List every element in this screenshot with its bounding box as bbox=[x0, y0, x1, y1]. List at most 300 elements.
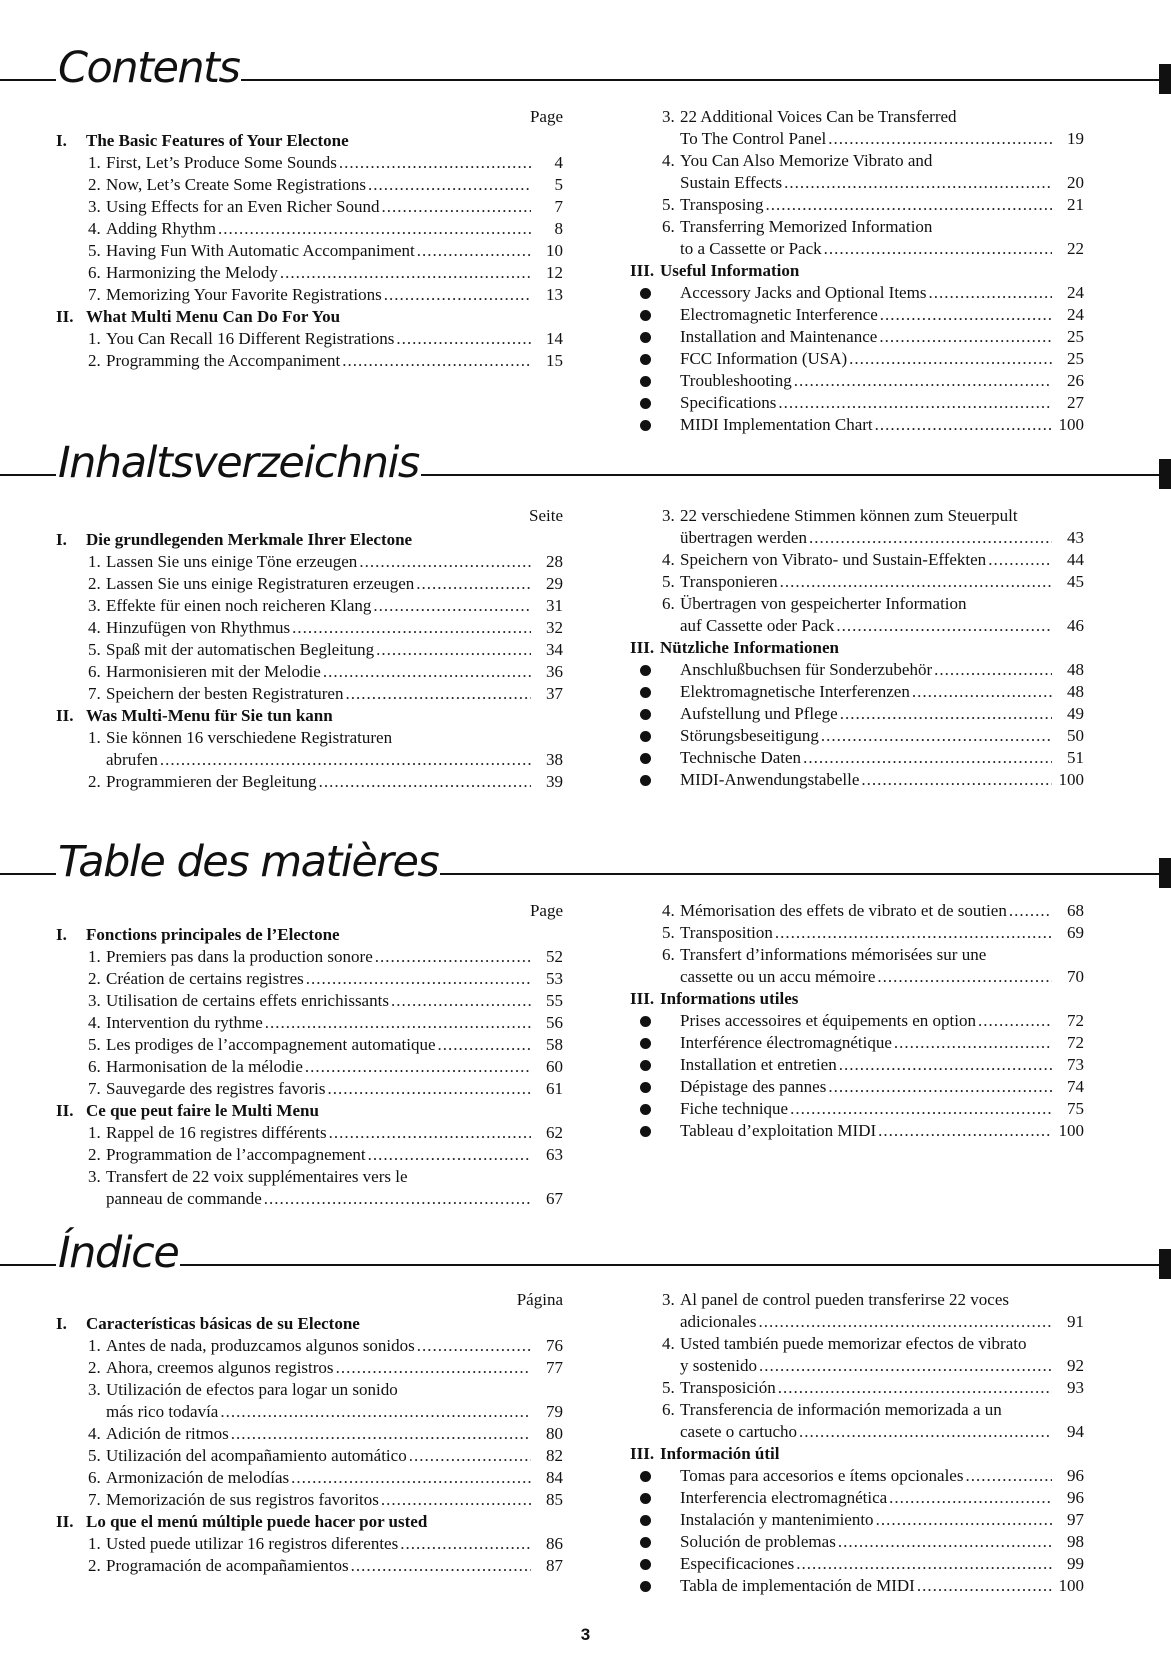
section-title: Inhaltsverzeichnis bbox=[58, 438, 419, 488]
entry-page-number: 86 bbox=[546, 1534, 563, 1553]
entry-number: 1. bbox=[88, 1336, 101, 1355]
toc-section-heading bbox=[56, 306, 563, 328]
entry-text: MIDI Implementation Chart bbox=[680, 415, 873, 434]
entry-text: Using Effects for an Even Richer Sound bbox=[106, 197, 380, 216]
toc-right-column bbox=[630, 106, 1084, 436]
toc-entry bbox=[56, 1489, 563, 1511]
entry-page-number: 56 bbox=[546, 1013, 563, 1032]
entry-page-number: 100 bbox=[1058, 1576, 1084, 1595]
entry-text: übertragen werden bbox=[680, 528, 807, 547]
entry-text: You Can Recall 16 Different Registrations bbox=[106, 329, 395, 348]
dot-leader bbox=[409, 1445, 531, 1467]
page-column-heading: Página bbox=[516, 1290, 563, 1309]
entry-leader bbox=[680, 1032, 1084, 1054]
entry-leader bbox=[106, 218, 563, 240]
entry-page-number: 77 bbox=[546, 1358, 563, 1377]
toc-entry-line bbox=[630, 216, 1084, 238]
entry-text: Prises accessoires et équipements en option bbox=[680, 1011, 977, 1030]
dot-leader bbox=[790, 1098, 1052, 1120]
entry-text: abrufen bbox=[106, 750, 158, 769]
header-tab-marker bbox=[1159, 459, 1171, 489]
entry-text: Harmonisieren mit der Melodie bbox=[106, 662, 321, 681]
entry-page-number: 97 bbox=[1067, 1510, 1084, 1529]
entry-page-number: 38 bbox=[546, 750, 563, 769]
dot-leader bbox=[879, 326, 1052, 348]
toc-entry bbox=[56, 1144, 563, 1166]
toc-entry bbox=[56, 328, 563, 350]
entry-text: cassette ou un accu mémoire bbox=[680, 967, 876, 986]
entry-leader bbox=[680, 392, 1084, 414]
entry-text: Interférence électromagnétique bbox=[680, 1033, 892, 1052]
entry-leader bbox=[680, 747, 1084, 769]
entry-page-number: 44 bbox=[1067, 550, 1084, 569]
heading-text: Características básicas de su Electone bbox=[86, 1314, 360, 1333]
entry-page-number: 31 bbox=[546, 596, 563, 615]
entry-page-number: 55 bbox=[546, 991, 563, 1010]
entry-number: 3. bbox=[662, 1290, 675, 1309]
dot-leader bbox=[342, 350, 531, 372]
toc-bullet-entry bbox=[630, 747, 1084, 769]
toc-entry bbox=[56, 683, 563, 705]
entry-text: Mémorisation des effets de vibrato et de soutien bbox=[680, 901, 1007, 920]
dot-leader bbox=[292, 617, 531, 639]
entry-text: Intervention du rythme bbox=[106, 1013, 263, 1032]
entry-page-number: 67 bbox=[546, 1189, 563, 1208]
toc-entry-continuation bbox=[630, 615, 1084, 637]
toc-entry-continuation bbox=[56, 749, 563, 771]
entry-page-number: 96 bbox=[1067, 1466, 1084, 1485]
roman-numeral: III. bbox=[630, 638, 655, 657]
entry-text: auf Cassette oder Pack bbox=[680, 616, 835, 635]
entry-text: Spaß mit der automatischen Begleitung bbox=[106, 640, 375, 659]
dot-leader bbox=[880, 304, 1052, 326]
entry-page-number: 50 bbox=[1067, 726, 1084, 745]
entry-text: Transponieren bbox=[680, 572, 778, 591]
entry-page-number: 45 bbox=[1067, 572, 1084, 591]
dot-leader bbox=[878, 1120, 1052, 1142]
entry-page-number: 46 bbox=[1067, 616, 1084, 635]
entry-number: 5. bbox=[662, 923, 675, 942]
roman-numeral: I. bbox=[56, 1314, 67, 1333]
entry-leader bbox=[680, 1553, 1084, 1575]
entry-page-number: 14 bbox=[546, 329, 563, 348]
entry-number: 1. bbox=[88, 153, 101, 172]
entry-leader bbox=[106, 661, 563, 683]
entry-number: 5. bbox=[662, 572, 675, 591]
entry-text: Lassen Sie uns einige Töne erzeugen bbox=[106, 552, 358, 571]
entry-leader bbox=[680, 769, 1084, 791]
toc-entry bbox=[56, 1034, 563, 1056]
entry-number: 3. bbox=[88, 596, 101, 615]
entry-leader bbox=[680, 1311, 1084, 1333]
dot-leader bbox=[928, 282, 1052, 304]
entry-leader bbox=[680, 1054, 1084, 1076]
toc-entry-line bbox=[56, 1379, 563, 1401]
entry-leader bbox=[106, 196, 563, 218]
toc-entry bbox=[56, 573, 563, 595]
toc-bullet-entry bbox=[630, 1010, 1084, 1032]
heading-text: Lo que el menú múltiple puede hacer por usted bbox=[86, 1512, 428, 1531]
entry-leader bbox=[106, 595, 563, 617]
page-column-heading: Seite bbox=[529, 506, 563, 525]
dot-leader bbox=[894, 1032, 1052, 1054]
dot-leader bbox=[351, 1555, 531, 1577]
toc-section-heading bbox=[630, 260, 1084, 282]
entry-text: Usted puede utilizar 16 registros diferentes bbox=[106, 1534, 399, 1553]
bullet-icon bbox=[640, 775, 651, 786]
bullet-icon bbox=[640, 1559, 651, 1570]
entry-number: 2. bbox=[88, 969, 101, 988]
entry-text: Accessory Jacks and Optional Items bbox=[680, 283, 927, 302]
entry-number: 6. bbox=[88, 263, 101, 282]
toc-bullet-entry bbox=[630, 1120, 1084, 1142]
entry-page-number: 20 bbox=[1067, 173, 1084, 192]
entry-page-number: 13 bbox=[546, 285, 563, 304]
entry-leader bbox=[680, 194, 1084, 216]
toc-left-column bbox=[56, 505, 563, 793]
entry-text: más rico todavía bbox=[106, 1402, 219, 1421]
entry-page-number: 99 bbox=[1067, 1554, 1084, 1573]
entry-text: Störungsbeseitigung bbox=[680, 726, 819, 745]
entry-text: Programming the Accompaniment bbox=[106, 351, 341, 370]
toc-entry bbox=[56, 240, 563, 262]
entry-number: 2. bbox=[88, 772, 101, 791]
toc-entry bbox=[56, 1555, 563, 1577]
dot-leader bbox=[280, 262, 531, 284]
dot-leader bbox=[382, 196, 531, 218]
heading-text: Ce que peut faire le Multi Menu bbox=[86, 1101, 319, 1120]
dot-leader bbox=[384, 284, 531, 306]
toc-bullet-entry bbox=[630, 1054, 1084, 1076]
entry-number: 6. bbox=[662, 594, 675, 613]
toc-entry bbox=[56, 262, 563, 284]
entry-text: Transfert d’informations mémorisées sur une bbox=[680, 945, 987, 964]
entry-number: 4. bbox=[88, 1424, 101, 1443]
entry-text: Transferring Memorized Information bbox=[680, 217, 933, 236]
toc-entry bbox=[56, 771, 563, 793]
entry-leader bbox=[680, 238, 1084, 260]
roman-numeral: II. bbox=[56, 1512, 74, 1531]
dot-leader bbox=[345, 683, 531, 705]
entry-text: MIDI-Anwendungstabelle bbox=[680, 770, 860, 789]
entry-page-number: 32 bbox=[546, 618, 563, 637]
header-rule bbox=[421, 474, 1159, 476]
entry-page-number: 26 bbox=[1067, 371, 1084, 390]
entry-leader bbox=[106, 683, 563, 705]
toc-entry bbox=[56, 1056, 563, 1078]
dot-leader bbox=[323, 661, 531, 683]
toc-entry bbox=[56, 1467, 563, 1489]
entry-text: Solución de problemas bbox=[680, 1532, 836, 1551]
entry-number: 5. bbox=[662, 1378, 675, 1397]
toc-section-heading bbox=[56, 705, 563, 727]
entry-number: 6. bbox=[88, 1057, 101, 1076]
entry-text: Utilisation de certains effets enrichissants bbox=[106, 991, 389, 1010]
entry-text: Antes de nada, produzcamos algunos sonidos bbox=[106, 1336, 415, 1355]
toc-entry-continuation bbox=[630, 172, 1084, 194]
toc-entry bbox=[56, 1122, 563, 1144]
entry-number: 2. bbox=[88, 351, 101, 370]
bullet-icon bbox=[640, 1082, 651, 1093]
header-lead-rule bbox=[0, 1264, 56, 1266]
toc-entry bbox=[56, 946, 563, 968]
entry-number: 4. bbox=[662, 151, 675, 170]
entry-number: 3. bbox=[88, 991, 101, 1010]
dot-leader bbox=[877, 966, 1052, 988]
entry-text: Ahora, creemos algunos registros bbox=[106, 1358, 334, 1377]
dot-leader bbox=[917, 1575, 1052, 1597]
dot-leader bbox=[861, 769, 1052, 791]
toc-bullet-entry bbox=[630, 282, 1084, 304]
dot-leader bbox=[291, 1467, 531, 1489]
toc-entry bbox=[630, 549, 1084, 571]
entry-leader bbox=[680, 571, 1084, 593]
entry-text: Specifications bbox=[680, 393, 777, 412]
entry-text: Transposition bbox=[680, 923, 773, 942]
roman-numeral: I. bbox=[56, 131, 67, 150]
entry-number: 2. bbox=[88, 1358, 101, 1377]
entry-leader bbox=[680, 1010, 1084, 1032]
bullet-icon bbox=[640, 420, 651, 431]
entry-leader bbox=[106, 328, 563, 350]
toc-entry bbox=[56, 1012, 563, 1034]
entry-leader bbox=[106, 617, 563, 639]
entry-text: Elektromagnetische Interferenzen bbox=[680, 682, 910, 701]
entry-text: Hinzufügen von Rhythmus bbox=[106, 618, 291, 637]
entry-leader bbox=[680, 1120, 1084, 1142]
toc-entry bbox=[56, 1335, 563, 1357]
entry-page-number: 69 bbox=[1067, 923, 1084, 942]
toc-entry bbox=[630, 571, 1084, 593]
entry-text: Now, Let’s Create Some Registrations bbox=[106, 175, 366, 194]
header-rule bbox=[180, 1264, 1159, 1266]
toc-entry bbox=[56, 218, 563, 240]
section-title: Table des matières bbox=[58, 837, 439, 887]
roman-numeral: I. bbox=[56, 925, 67, 944]
toc-bullet-entry bbox=[630, 1098, 1084, 1120]
entry-leader bbox=[680, 304, 1084, 326]
entry-leader bbox=[106, 771, 563, 793]
entry-leader bbox=[680, 1531, 1084, 1553]
dot-leader bbox=[375, 946, 531, 968]
entry-number: 3. bbox=[88, 197, 101, 216]
entry-text: Memorizing Your Favorite Registrations bbox=[106, 285, 382, 304]
toc-entry bbox=[630, 194, 1084, 216]
entry-text: Création de certains registres bbox=[106, 969, 304, 988]
entry-text: Technische Daten bbox=[680, 748, 802, 767]
entry-leader bbox=[680, 1575, 1084, 1597]
toc-section-heading bbox=[56, 924, 563, 946]
section-header bbox=[0, 1227, 1171, 1287]
entry-leader bbox=[106, 350, 563, 372]
entry-leader bbox=[106, 749, 563, 771]
entry-leader bbox=[680, 1355, 1084, 1377]
dot-leader bbox=[840, 703, 1052, 725]
dot-leader bbox=[306, 968, 531, 990]
entry-page-number: 39 bbox=[546, 772, 563, 791]
toc-entry-continuation bbox=[630, 1421, 1084, 1443]
dot-leader bbox=[988, 549, 1052, 571]
toc-right-column bbox=[630, 505, 1084, 791]
dot-leader bbox=[794, 370, 1052, 392]
dot-leader bbox=[824, 238, 1052, 260]
toc-section-heading bbox=[56, 130, 563, 152]
entry-number: 3. bbox=[662, 506, 675, 525]
entry-number: 1. bbox=[88, 947, 101, 966]
entry-number: 7. bbox=[88, 1079, 101, 1098]
entry-text: panneau de commande bbox=[106, 1189, 262, 1208]
dot-leader bbox=[912, 681, 1052, 703]
entry-text: Effekte für einen noch reicheren Klang bbox=[106, 596, 372, 615]
entry-text: Rappel de 16 registres différents bbox=[106, 1123, 327, 1142]
toc-section-heading bbox=[56, 1100, 563, 1122]
dot-leader bbox=[438, 1034, 532, 1056]
entry-leader bbox=[680, 128, 1084, 150]
dot-leader bbox=[381, 1489, 531, 1511]
entry-number: 6. bbox=[662, 217, 675, 236]
entry-page-number: 94 bbox=[1067, 1422, 1084, 1441]
dot-leader bbox=[775, 922, 1052, 944]
dot-leader bbox=[417, 1335, 531, 1357]
entry-leader bbox=[106, 573, 563, 595]
entry-page-number: 72 bbox=[1067, 1033, 1084, 1052]
entry-page-number: 21 bbox=[1067, 195, 1084, 214]
roman-numeral: II. bbox=[56, 706, 74, 725]
entry-page-number: 51 bbox=[1067, 748, 1084, 767]
entry-text: Speichern der besten Registraturen bbox=[106, 684, 344, 703]
header-tab-marker bbox=[1159, 858, 1171, 888]
entry-number: 1. bbox=[88, 329, 101, 348]
entry-page-number: 100 bbox=[1058, 1121, 1084, 1140]
entry-page-number: 8 bbox=[554, 219, 563, 238]
entry-leader bbox=[106, 1122, 563, 1144]
entry-text: Transposing bbox=[680, 195, 764, 214]
toc-bullet-entry bbox=[630, 659, 1084, 681]
dot-leader bbox=[319, 771, 531, 793]
heading-text: Die grundlegenden Merkmale Ihrer Electone bbox=[86, 530, 413, 549]
bullet-icon bbox=[640, 1471, 651, 1482]
entry-number: 6. bbox=[662, 1400, 675, 1419]
entry-leader bbox=[106, 1034, 563, 1056]
entry-text: Anschlußbuchsen für Sonderzubehör bbox=[680, 660, 933, 679]
entry-number: 5. bbox=[88, 1035, 101, 1054]
toc-entry bbox=[56, 1445, 563, 1467]
dot-leader bbox=[803, 747, 1052, 769]
entry-number: 5. bbox=[662, 195, 675, 214]
bullet-icon bbox=[640, 354, 651, 365]
entry-text: Programación de acompañamientos bbox=[106, 1556, 349, 1575]
entry-text: Usted también puede memorizar efectos de vibrato bbox=[680, 1334, 1027, 1353]
header-rule bbox=[241, 79, 1159, 81]
entry-page-number: 22 bbox=[1067, 239, 1084, 258]
roman-numeral: III. bbox=[630, 989, 655, 1008]
entry-text: You Can Also Memorize Vibrato and bbox=[680, 151, 933, 170]
entry-number: 4. bbox=[662, 550, 675, 569]
entry-text: Memorización de sus registros favoritos bbox=[106, 1490, 379, 1509]
entry-page-number: 24 bbox=[1067, 305, 1084, 324]
entry-text: Utilización de efectos para logar un sonido bbox=[106, 1380, 398, 1399]
heading-text: Información útil bbox=[660, 1444, 780, 1463]
dot-leader bbox=[1009, 900, 1052, 922]
toc-bullet-entry bbox=[630, 1553, 1084, 1575]
toc-entry bbox=[56, 1533, 563, 1555]
toc-bullet-entry bbox=[630, 348, 1084, 370]
toc-right-column bbox=[630, 900, 1084, 1142]
entry-number: 7. bbox=[88, 285, 101, 304]
heading-text: Nützliche Informationen bbox=[660, 638, 839, 657]
entry-leader bbox=[680, 1377, 1084, 1399]
dot-leader bbox=[799, 1421, 1052, 1443]
toc-entry bbox=[56, 990, 563, 1012]
entry-text: Transferencia de información memorizada a un bbox=[680, 1400, 1002, 1419]
toc-entry-line bbox=[630, 505, 1084, 527]
bullet-icon bbox=[640, 1016, 651, 1027]
entry-text: First, Let’s Produce Some Sounds bbox=[106, 153, 337, 172]
entry-text: FCC Information (USA) bbox=[680, 349, 848, 368]
entry-page-number: 79 bbox=[546, 1402, 563, 1421]
toc-bullet-entry bbox=[630, 1509, 1084, 1531]
entry-leader bbox=[106, 551, 563, 573]
header-tab-marker bbox=[1159, 1249, 1171, 1279]
entry-page-number: 96 bbox=[1067, 1488, 1084, 1507]
entry-text: Tomas para accesorios e ítems opcionales bbox=[680, 1466, 964, 1485]
toc-section-heading bbox=[56, 1313, 563, 1335]
toc-entry bbox=[56, 350, 563, 372]
dot-leader bbox=[778, 1377, 1052, 1399]
dot-leader bbox=[978, 1010, 1052, 1032]
entry-number: 2. bbox=[88, 574, 101, 593]
heading-text: Useful Information bbox=[660, 261, 800, 280]
heading-text: The Basic Features of Your Electone bbox=[86, 131, 349, 150]
toc-entry-continuation bbox=[630, 966, 1084, 988]
toc-entry-line bbox=[630, 944, 1084, 966]
roman-numeral: III. bbox=[630, 1444, 655, 1463]
toc-bullet-entry bbox=[630, 370, 1084, 392]
roman-numeral: II. bbox=[56, 1101, 74, 1120]
entry-page-number: 70 bbox=[1067, 967, 1084, 986]
entry-leader bbox=[680, 615, 1084, 637]
entry-page-number: 61 bbox=[546, 1079, 563, 1098]
entry-number: 4. bbox=[662, 901, 675, 920]
dot-leader bbox=[765, 194, 1052, 216]
page-column-heading: Page bbox=[529, 107, 563, 126]
dot-leader bbox=[368, 1144, 531, 1166]
entry-text: Installation and Maintenance bbox=[680, 327, 878, 346]
entry-number: 2. bbox=[88, 1145, 101, 1164]
entry-number: 1. bbox=[88, 1123, 101, 1142]
entry-number: 4. bbox=[88, 618, 101, 637]
toc-entry bbox=[56, 1423, 563, 1445]
dot-leader bbox=[838, 1531, 1052, 1553]
entry-page-number: 7 bbox=[554, 197, 563, 216]
entry-page-number: 49 bbox=[1067, 704, 1084, 723]
entry-number: 4. bbox=[88, 1013, 101, 1032]
dot-leader bbox=[328, 1078, 531, 1100]
entry-number: 1. bbox=[88, 728, 101, 747]
dot-leader bbox=[784, 172, 1052, 194]
entry-text: to a Cassette or Pack bbox=[680, 239, 822, 258]
entry-page-number: 19 bbox=[1067, 129, 1084, 148]
entry-text: Übertragen von gespeicherter Information bbox=[680, 594, 967, 613]
entry-page-number: 37 bbox=[546, 684, 563, 703]
entry-text: Programmieren der Begleitung bbox=[106, 772, 317, 791]
entry-number: 5. bbox=[88, 640, 101, 659]
section-title: Contents bbox=[58, 43, 240, 93]
entry-text: Electromagnetic Interference bbox=[680, 305, 878, 324]
toc-entry-continuation bbox=[630, 1311, 1084, 1333]
entry-leader bbox=[106, 1056, 563, 1078]
toc-entry-line bbox=[56, 727, 563, 749]
